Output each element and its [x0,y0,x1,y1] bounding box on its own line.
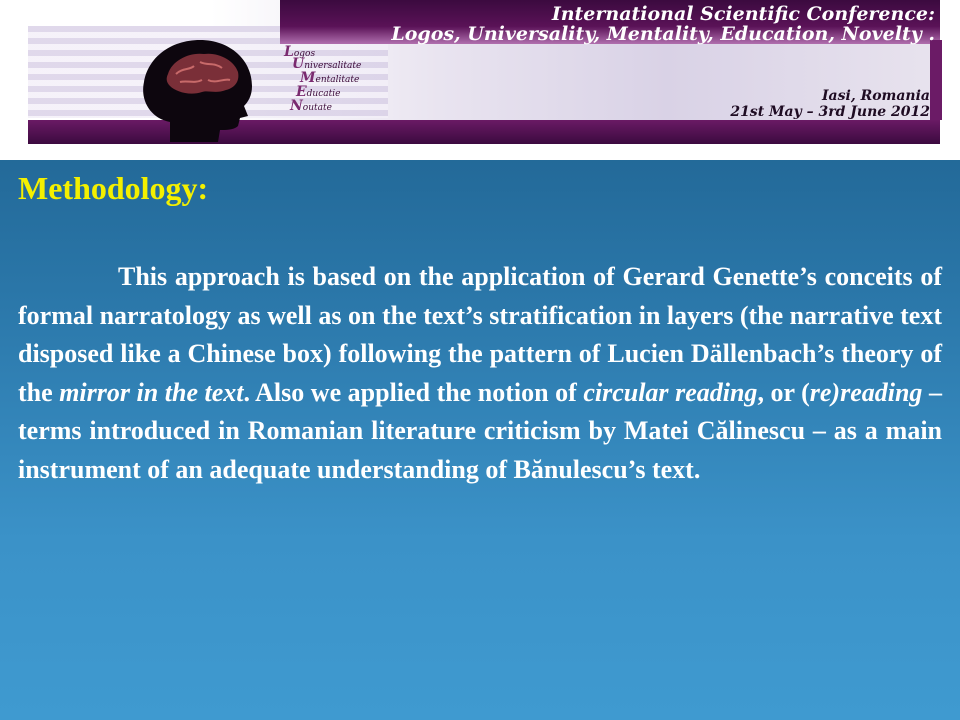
paragraph-italic-circular: circular reading [583,377,758,407]
conference-title-line1: International Scientific Conference: [551,3,935,25]
logo-line-noutate: Noutate [290,98,332,114]
paragraph-text-4: – terms introduced in Romanian literature criticism by Matei Călinescu – as a main instrument of an adequate understanding of Bănulescu’s text. [18,377,942,484]
conference-location: Iasi, Romania [822,88,930,104]
logo-line-universalitate: Universalitate [292,56,362,72]
brain-head-silhouette-icon [130,30,280,142]
logo-line-mentalitate: Mentalitate [300,70,360,86]
paragraph-text-1: This approach is based on the application of Gerard Genette’s conceits of formal narratology as well as on the text’s stratification in layers (the narrative text disposed like a Chinese box) following the pattern of Lucien Dällenbach’s theory of the [18,262,942,407]
conference-dates: 21st May – 3rd June 2012 [730,104,930,120]
slide-heading: Methodology: [18,170,209,206]
paragraph-text-2: . Also we applied the notion of [243,377,584,407]
conference-banner [0,0,960,160]
conference-title [290,4,935,44]
logo-line-logos: Logos [284,44,316,60]
paragraph-italic-mirror: mirror in the text [59,377,244,407]
methodology-paragraph [18,258,942,489]
conference-place-date [600,88,930,120]
logo-line-educatie: Educatie [296,84,341,100]
conference-title-line2: Logos, Universality, Mentality, Education, Novelty . [391,23,935,45]
lumen-logo [282,44,402,124]
paragraph-italic-rereading: re)reading [809,377,923,407]
banner-right-band [930,40,942,120]
paragraph-text-3: , or ( [757,377,810,407]
